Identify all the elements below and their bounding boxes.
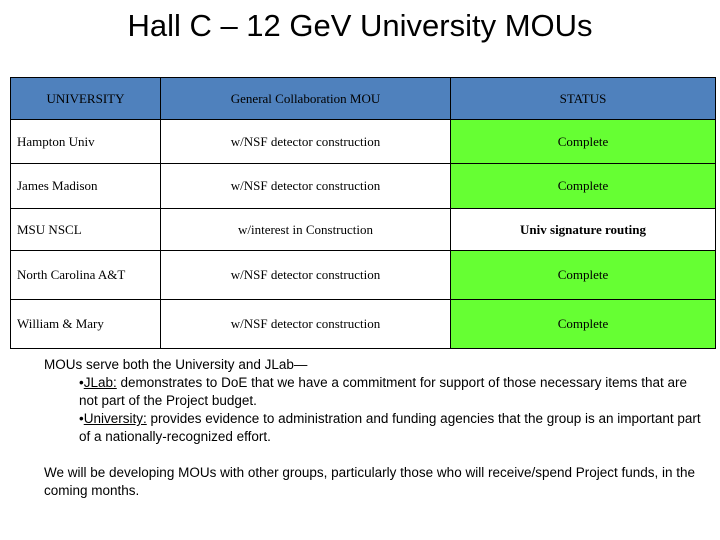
status-cell: Complete: [451, 164, 716, 209]
table-row: [11, 209, 716, 251]
bullet-jlab: •JLab: demonstrates to DoE that we have a commitment for support of those necessary items that are not part of the Project budget.: [79, 375, 688, 408]
university-cell: James Madison: [11, 164, 161, 209]
bullet-university: •University: provides evidence to administration and funding agencies that the group is an important part of a nationally-recognized effort.: [79, 411, 701, 444]
status-cell: Complete: [451, 300, 716, 349]
table-row: [11, 164, 716, 209]
bullet-university-label: University:: [83, 411, 147, 426]
mou-cell: w/NSF detector construction: [161, 300, 451, 349]
bullet-university-text: provides evidence to administration and funding agencies that the group is an important part of a nationally-recognized effort.: [79, 411, 701, 444]
university-cell: William & Mary: [11, 300, 161, 349]
column-header-university: UNIVERSITY: [11, 78, 161, 120]
bullet-jlab-text: demonstrates to DoE that we have a commitment for support of those necessary items that are not part of the Project budget.: [79, 375, 688, 408]
table-row: [11, 120, 716, 164]
table-header-row: [11, 78, 716, 120]
status-cell: Complete: [451, 251, 716, 300]
column-header-mou: General Collaboration MOU: [161, 78, 451, 120]
mou-table: [10, 77, 716, 349]
page-title: Hall C – 12 GeV University MOUs: [127, 8, 593, 43]
bullet-jlab-label: JLab:: [83, 375, 117, 390]
table-row: [11, 300, 716, 349]
university-cell: MSU NSCL: [11, 209, 161, 251]
university-cell: North Carolina A&T: [11, 251, 161, 300]
notes-intro: MOUs serve both the University and JLab—: [44, 357, 308, 372]
notes-block: [44, 356, 704, 500]
mou-cell: w/NSF detector construction: [161, 164, 451, 209]
mou-cell: w/interest in Construction: [161, 209, 451, 251]
column-header-status: STATUS: [451, 78, 716, 120]
status-cell: Univ signature routing: [451, 209, 716, 251]
notes-closing: We will be developing MOUs with other groups, particularly those who will receive/spend Project funds, in the coming months.: [44, 465, 696, 498]
status-cell: Complete: [451, 120, 716, 164]
university-cell: Hampton Univ: [11, 120, 161, 164]
table-row: [11, 251, 716, 300]
mou-cell: w/NSF detector construction: [161, 251, 451, 300]
mou-cell: w/NSF detector construction: [161, 120, 451, 164]
